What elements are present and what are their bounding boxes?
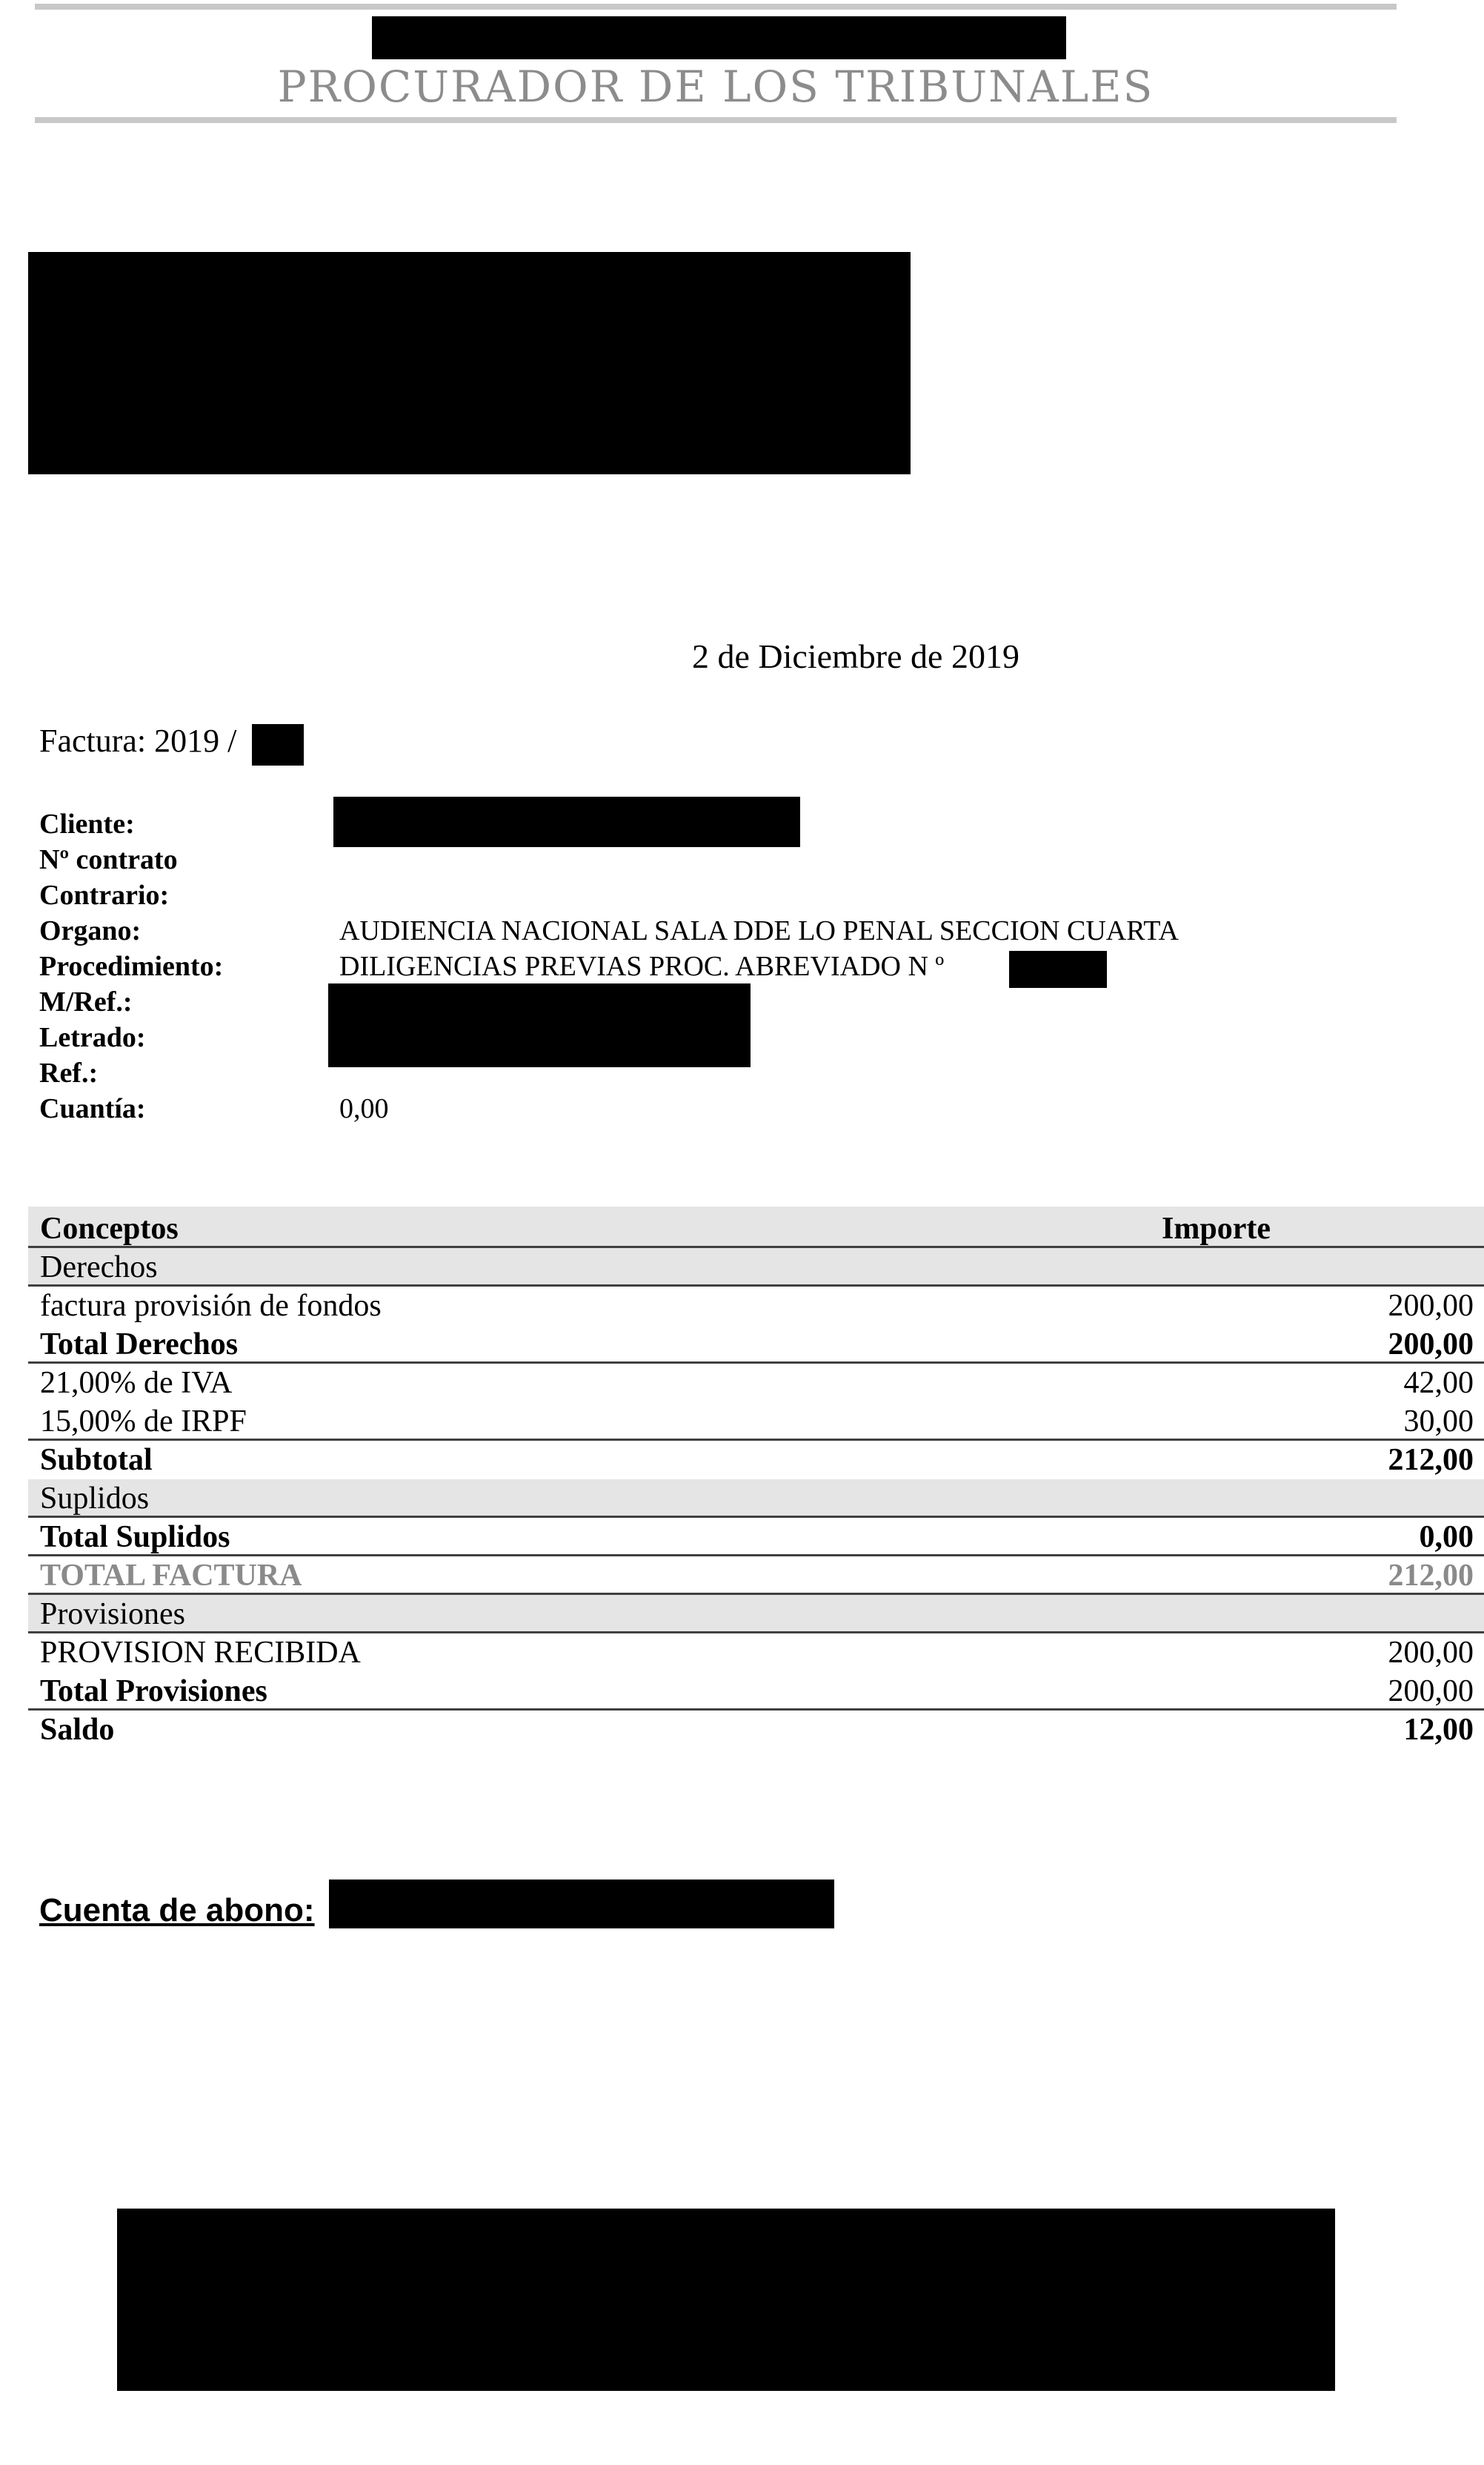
invoice-number (39, 720, 236, 762)
label-cliente: Cliente: (39, 809, 135, 840)
invoice-number-label: Factura: 2019 / (39, 723, 237, 759)
saldo-row (28, 1711, 1484, 1749)
row-amount: 200,00 (1388, 1289, 1474, 1323)
row-amount: 12,00 (1403, 1713, 1474, 1747)
row-label: PROVISION RECIBIDA (40, 1636, 361, 1670)
row-label: Saldo (40, 1713, 115, 1747)
header-top-rule (35, 4, 1397, 10)
total-factura-row (28, 1556, 1484, 1595)
account-label: Cuenta de abono: (39, 1892, 315, 1928)
header-importe: Importe (1162, 1212, 1271, 1246)
redacted-reference-letrado (328, 983, 751, 1067)
subtotal-row (28, 1441, 1484, 1479)
row-amount: 212,00 (1388, 1443, 1474, 1477)
label-organo: Organo: (39, 915, 142, 946)
row-label: Provisiones (40, 1597, 186, 1631)
invoice-date: 2 de Diciembre de 2019 (692, 637, 1019, 675)
firm-title: PROCURADOR DE LOS TRIBUNALES (277, 62, 1154, 112)
total-row-derechos (28, 1325, 1484, 1364)
row-amount: 212,00 (1388, 1559, 1474, 1593)
section-row-suplidos (28, 1479, 1484, 1518)
table-row (28, 1633, 1484, 1672)
label-mref: M/Ref.: (39, 986, 133, 1018)
row-amount: 200,00 (1388, 1674, 1474, 1708)
section-row-derechos (28, 1248, 1484, 1287)
label-contrario: Contrario: (39, 880, 170, 911)
label-cuantia: Cuantía: (39, 1093, 146, 1124)
table-header-row (28, 1207, 1484, 1248)
row-label: Suplidos (40, 1482, 150, 1516)
row-amount: 200,00 (1388, 1636, 1474, 1670)
row-label: factura provisión de fondos (40, 1289, 382, 1323)
label-ref: Ref.: (39, 1058, 99, 1089)
header-bottom-rule (35, 117, 1397, 123)
redacted-firm-name (372, 16, 1066, 59)
row-amount: 0,00 (1419, 1520, 1474, 1554)
label-procedimiento: Procedimiento: (39, 951, 224, 982)
redacted-recipient-address (28, 252, 911, 474)
section-row-provisiones (28, 1595, 1484, 1633)
table-row (28, 1402, 1484, 1441)
row-label: Subtotal (40, 1443, 153, 1477)
row-label: Total Suplidos (40, 1520, 230, 1554)
concepts-table (28, 1207, 1484, 1749)
redacted-procedure-number (1009, 951, 1107, 988)
label-contrato: Nº contrato (39, 844, 178, 875)
row-amount: 30,00 (1403, 1404, 1474, 1439)
total-row-provisiones (28, 1672, 1484, 1711)
value-organo: AUDIENCIA NACIONAL SALA DDE LO PENAL SECCION CUARTA (339, 915, 1179, 946)
table-row (28, 1287, 1484, 1325)
redacted-account-number (329, 1880, 834, 1928)
label-letrado: Letrado: (39, 1022, 146, 1053)
value-procedimiento: DILIGENCIAS PREVIAS PROC. ABREVIADO N º (339, 951, 945, 982)
row-label: TOTAL FACTURA (40, 1559, 302, 1593)
header-conceptos: Conceptos (40, 1212, 179, 1246)
redacted-footer (117, 2209, 1335, 2391)
row-amount: 200,00 (1388, 1327, 1474, 1361)
total-row-suplidos (28, 1518, 1484, 1556)
redacted-client-name (333, 797, 800, 847)
row-label: Total Provisiones (40, 1674, 267, 1708)
redacted-invoice-number (252, 724, 304, 766)
row-label: Total Derechos (40, 1327, 239, 1361)
value-cuantia: 0,00 (339, 1093, 389, 1124)
table-row (28, 1364, 1484, 1402)
row-amount: 42,00 (1403, 1366, 1474, 1400)
row-label: 15,00% de IRPF (40, 1404, 247, 1439)
row-label: 21,00% de IVA (40, 1366, 233, 1400)
row-label: Derechos (40, 1250, 158, 1284)
